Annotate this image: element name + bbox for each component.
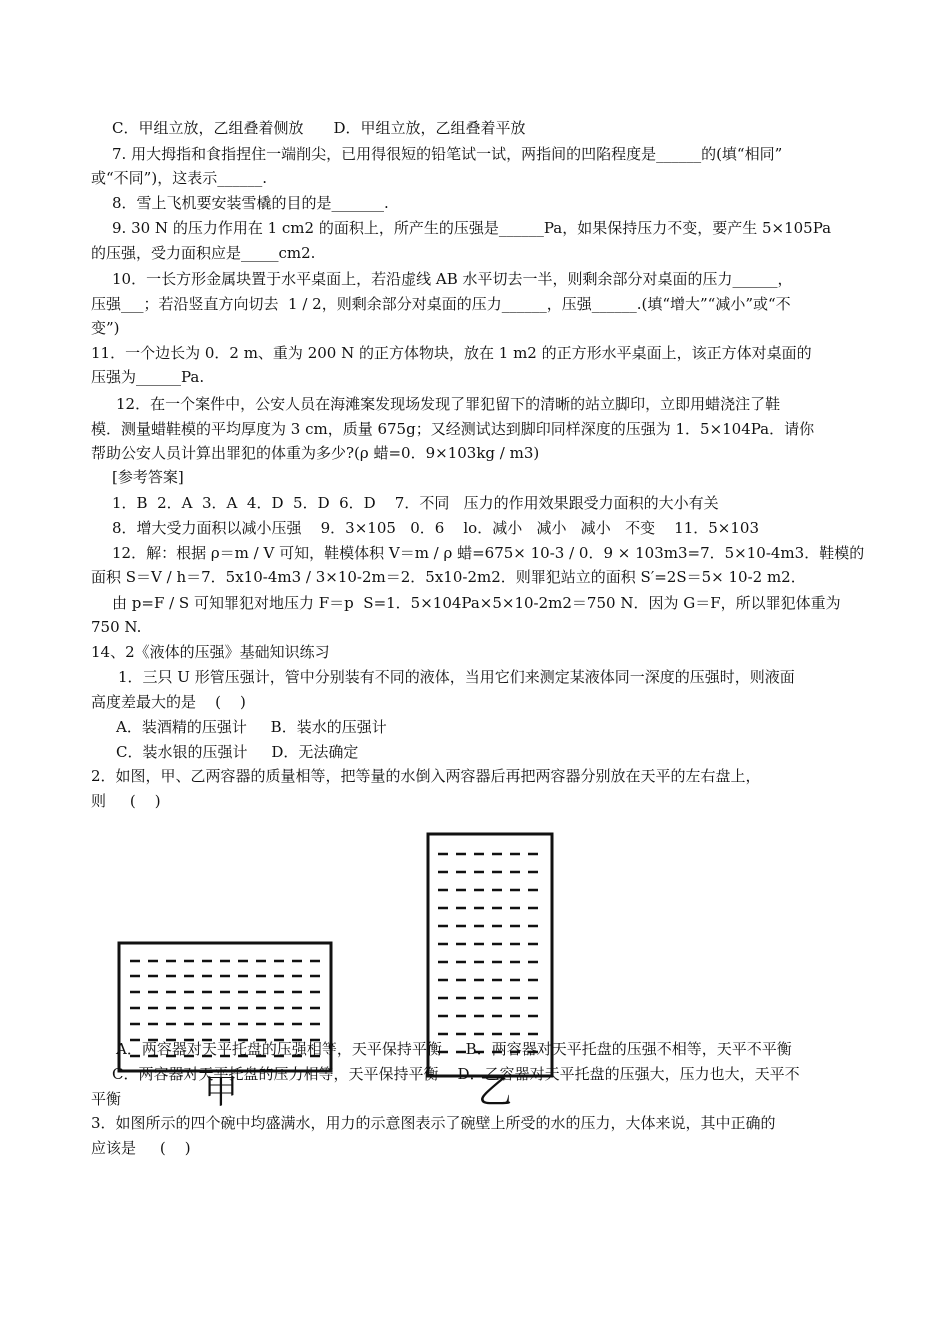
question-8: 8．雪上飞机要安装雪橇的目的是_______. xyxy=(112,194,389,212)
question-10-cont: 压强___；若沿竖直方向切去 1 / 2，则剩余部分对桌面的压力______，压强______.(填“增大”“减小”或“不 xyxy=(91,295,791,313)
answer-12-line-3: 由 p=F / S 可知罪犯对地压力 F＝p S=1．5×104Pa×5×10-2m2＝750 N．因为 G＝F，所以罪犯体重为 xyxy=(112,594,841,612)
question-11: 11．一个边长为 0．2 m、重为 200 N 的正方体物块，放在 1 m2 的正方形水平桌面上，该正方体对桌面的 xyxy=(91,344,812,362)
question-10: 10．一长方形金属块置于水平桌面上，若沿虚线 AB 水平切去一半，则剩余部分对桌面的压力______， xyxy=(112,270,793,288)
question-7: 7. 用大拇指和食指捏住一端削尖，已用得很短的铅笔试一试，两指间的凹陷程度是______的(填“相同” xyxy=(112,145,783,163)
section-heading: 14、2《液体的压强》基础知识练习 xyxy=(91,643,330,661)
liquid-question-3-cont: 应该是 ( ) xyxy=(91,1139,191,1157)
liquid-q2-options-cd: C．两容器对天平托盘的压力相等，天平保持平衡 D．乙容器对天平托盘的压强大，压力也大，天平不 xyxy=(112,1065,800,1083)
liquid-q2-options-ab: A．两容器对天平托盘的压强相等，天平保持平衡 B．两容器对天平托盘的压强不相等，天平不平衡 xyxy=(116,1040,792,1058)
question-12-cont: 模．测量蜡鞋模的平均厚度为 3 cm，质量 675g；又经测试达到脚印同样深度的压强为 1．5×104Pa．请你 xyxy=(91,420,815,438)
question-12-end: 帮助公安人员计算出罪犯的体重为多少?(ρ 蜡=0．9×103kg / m3) xyxy=(91,444,540,462)
answer-12-line-2: 面积 S＝V / h＝7．5x10-4m3 / 3×10-2m＝2．5x10-2m2．则罪犯站立的面积 S′=2S＝5× 10-2 m2． xyxy=(91,568,806,586)
liquid-question-1: 1．三只 U 形管压强计，管中分别装有不同的液体，当用它们来测定某液体同一深度的压强时，则液面 xyxy=(118,668,795,686)
liquid-question-2-cont: 则 ( ) xyxy=(91,792,161,810)
question-9-cont: 的压强，受力面积应是_____cm2. xyxy=(91,244,316,262)
label-jia: 甲 xyxy=(204,1072,238,1110)
answer-line-1: 1．B 2．A 3．A 4．D 5．D 6．D 7．不同 压力的作用效果跟受力面积的大小有关 xyxy=(112,494,719,512)
question-12: 12．在一个案件中，公安人员在海滩案发现场发现了罪犯留下的清晰的站立脚印，立即用蜡浇注了鞋 xyxy=(116,395,781,413)
label-yi: 乙 xyxy=(478,1072,512,1110)
question-10-end: 变”) xyxy=(91,319,120,337)
answer-line-2: 8．增大受力面积以减小压强 9．3×105 0．6 lo．减小 减小 减小 不变 11．5×103 xyxy=(112,519,760,537)
liquid-question-2: 2．如图，甲、乙两容器的质量相等，把等量的水倒入两容器后再把两容器分别放在天平的左右盘上， xyxy=(91,767,761,785)
liquid-question-3: 3．如图所示的四个碗中均盛满水，用力的示意图表示了碗壁上所受的水的压力，大体来说，其中正确的 xyxy=(91,1114,776,1132)
liquid-q2-options-end: 平衡 xyxy=(91,1090,122,1108)
liquid-q1-options-ab: A．装酒精的压强计 B．装水的压强计 xyxy=(116,718,387,736)
liquid-question-1-cont: 高度差最大的是 ( ) xyxy=(91,693,246,711)
option-line-c-d: C．甲组立放，乙组叠着侧放 D．甲组立放，乙组叠着平放 xyxy=(112,119,526,137)
question-7-cont: 或“不同”)，这表示______. xyxy=(91,169,267,187)
answer-12-line-1: 12．解：根据 ρ＝m / V 可知，鞋模体积 V＝m / ρ 蜡=675× 10-3 / 0．9 × 103m3=7．5×10-4m3．鞋模的 xyxy=(112,544,865,562)
question-9: 9. 30 N 的压力作用在 1 cm2 的面积上，所产生的压强是______Pa，如果保持压力不变，要产生 5×105Pa xyxy=(112,219,832,237)
liquid-q1-options-cd: C．装水银的压强计 D．无法确定 xyxy=(116,743,359,761)
answer-12-line-4: 750 N. xyxy=(91,618,142,636)
answer-heading: [参考答案] xyxy=(112,468,184,486)
question-11-cont: 压强为______Pa. xyxy=(91,368,205,386)
